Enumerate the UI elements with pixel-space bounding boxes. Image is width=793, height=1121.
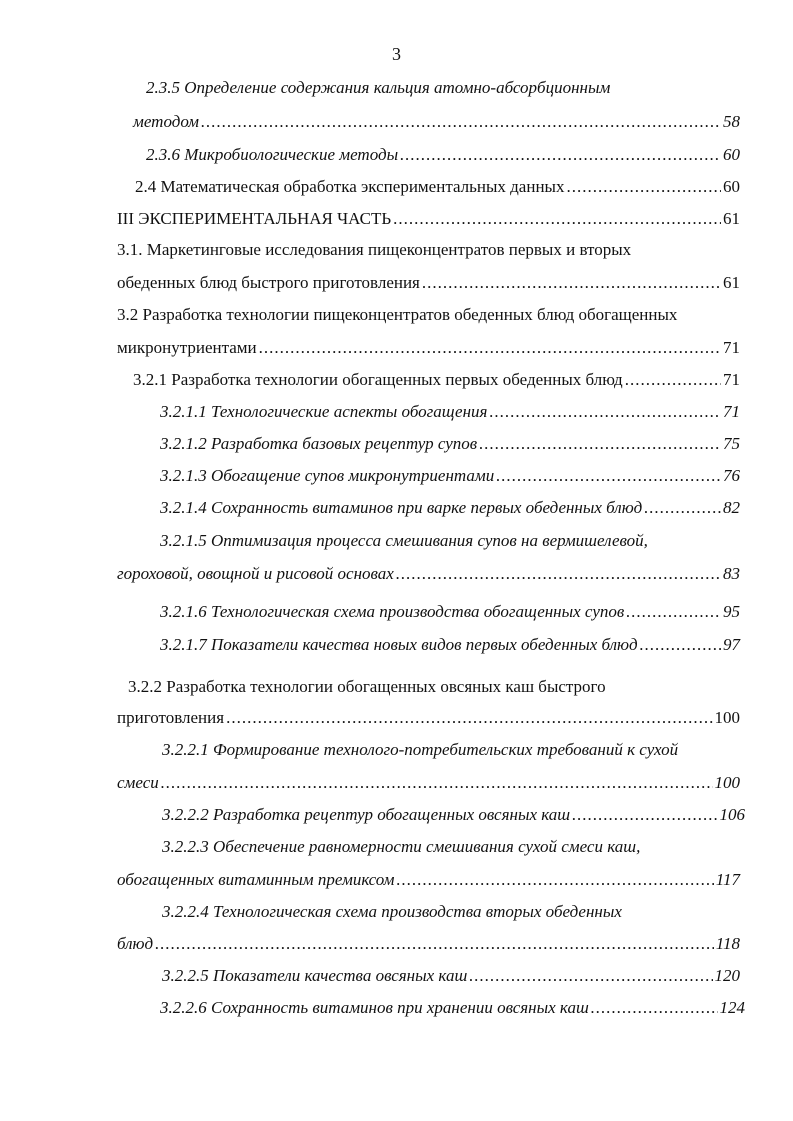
dot-leader <box>161 774 713 791</box>
toc-entry-text: гороховой, овощной и рисовой основах <box>117 564 394 583</box>
toc-entry-text: 3.2.1.3 Обогащение супов микронутриентами <box>160 466 495 485</box>
toc-entry-text: 3.2.1.7 Показатели качества новых видов первых обеденных блюд <box>160 635 638 654</box>
toc-entry-3-2-1-5[interactable] <box>117 565 740 582</box>
toc-entry-text: 3.2.1.6 Технологическая схема производства обогащенных супов <box>160 602 625 621</box>
toc-entry-3-2-2-line1: 3.2.2 Разработка технологии обогащенных овсяных каш быстрого <box>128 677 606 696</box>
toc-entry-3-2-1-4[interactable] <box>160 499 740 516</box>
toc-entry-3-2-2-2[interactable] <box>162 806 745 823</box>
toc-entry-text: обогащенных витаминным премиксом <box>117 870 395 889</box>
dot-leader <box>640 636 721 653</box>
page-number: 3 <box>392 44 401 64</box>
toc-page-number: 76 <box>723 466 740 485</box>
toc-entry-text: III ЭКСПЕРИМЕНТАЛЬНАЯ ЧАСТЬ <box>117 209 392 228</box>
toc-entry-3-2-1-7[interactable] <box>160 636 740 653</box>
toc-entry-3-1-line1: 3.1. Маркетинговые исследования пищеконцентратов первых и вторых <box>117 240 632 259</box>
toc-entry-3-2-1-2[interactable] <box>160 435 740 452</box>
dot-leader <box>626 603 721 620</box>
toc-entry-3-2-1-3[interactable] <box>160 467 740 484</box>
dot-leader <box>489 403 721 420</box>
dot-leader <box>400 146 721 163</box>
toc-page-number: 106 <box>719 805 745 824</box>
toc-entry-3-2-1[interactable] <box>133 371 740 388</box>
toc-page-number: 75 <box>723 434 740 453</box>
toc-entry-3-2-2-3-line1: 3.2.2.3 Обеспечение равномерности смешивания сухой смеси каш, <box>162 837 641 856</box>
toc-page-number: 118 <box>715 934 740 953</box>
toc-entry-3-1[interactable] <box>117 274 740 291</box>
toc-entry-3-2[interactable] <box>117 339 740 356</box>
dot-leader <box>393 210 721 227</box>
dot-leader <box>625 371 721 388</box>
toc-page-number: 71 <box>723 402 740 421</box>
dot-leader <box>155 935 714 952</box>
toc-entry-text: 3.2.2.5 Показатели качества овсяных каш <box>162 966 468 985</box>
dot-leader <box>479 435 721 452</box>
toc-page-number: 60 <box>723 145 740 164</box>
dot-leader <box>496 467 721 484</box>
toc-entry-3-2-2-4-line1: 3.2.2.4 Технологическая схема производства вторых обеденных <box>162 902 622 921</box>
toc-entry-text: приготовления <box>117 708 225 727</box>
toc-entry-text: 3.2.2.2 Разработка рецептур обогащенных овсяных каш <box>162 805 571 824</box>
toc-entry-3-2-2[interactable] <box>117 709 740 726</box>
toc-entry-3-2-2-6[interactable] <box>160 999 745 1016</box>
toc-entry-3-2-line1: 3.2 Разработка технологии пищеконцентратов обеденных блюд обогащенных <box>117 305 678 324</box>
toc-page-number: 83 <box>723 564 740 583</box>
toc-entry-2-3-6[interactable] <box>146 146 740 163</box>
toc-page-number: 100 <box>714 773 740 792</box>
toc-entry-3-2-1-1[interactable] <box>160 403 740 420</box>
toc-entry-text: 2.3.6 Микробиологические методы <box>146 145 399 164</box>
toc-entry-text: обеденных блюд быстрого приготовления <box>117 273 420 292</box>
toc-page-number: 71 <box>723 338 740 357</box>
dot-leader <box>572 806 717 823</box>
toc-entry-3-2-2-4[interactable] <box>117 935 740 952</box>
dot-leader <box>226 709 712 726</box>
toc-page-number: 117 <box>715 870 740 889</box>
toc-entry-3-2-2-5[interactable] <box>162 967 740 984</box>
toc-page-number: 120 <box>714 966 740 985</box>
dot-leader <box>422 274 721 291</box>
toc-entry-text: микронутриентами <box>117 338 257 357</box>
toc-page-number: 61 <box>723 209 740 228</box>
toc-page-number: 61 <box>723 273 740 292</box>
toc-entry-text: 3.2.1 Разработка технологии обогащенных первых обеденных блюд <box>133 370 623 389</box>
toc-entry-part-3[interactable] <box>117 210 740 227</box>
toc-entry-3-2-2-1-line1: 3.2.2.1 Формирование технолого-потребительских требований к сухой <box>162 740 679 759</box>
toc-entry-2-3-5-line1: 2.3.5 Определение содержания кальция атомно-абсорбционным <box>146 78 611 97</box>
dot-leader <box>644 499 721 516</box>
toc-entry-3-2-2-3[interactable] <box>117 871 740 888</box>
toc-entry-text: 2.4 Математическая обработка экспериментальных данных <box>135 177 565 196</box>
toc-entry-3-2-1-6[interactable] <box>160 603 740 620</box>
toc-page-number: 100 <box>714 708 740 727</box>
toc-page-number: 124 <box>719 998 745 1017</box>
toc-entry-3-2-2-1[interactable] <box>117 774 740 791</box>
dot-leader <box>469 967 712 984</box>
toc-page-number: 95 <box>723 602 740 621</box>
toc-entry-text: блюд <box>117 934 154 953</box>
dot-leader <box>591 999 718 1016</box>
toc-entry-text: методом <box>133 112 200 131</box>
toc-page-number: 71 <box>723 370 740 389</box>
toc-page-number: 82 <box>723 498 740 517</box>
toc-entry-text: 3.2.1.1 Технологические аспекты обогащения <box>160 402 488 421</box>
toc-entry-2-3-5[interactable] <box>133 113 740 130</box>
toc-entry-text: 3.2.2.6 Сохранность витаминов при хранении овсяных каш <box>160 998 589 1017</box>
dot-leader <box>396 565 721 582</box>
dot-leader <box>397 871 714 888</box>
toc-page-number: 60 <box>723 177 740 196</box>
toc-entry-text: 3.2.1.4 Сохранность витаминов при варке первых обеденных блюд <box>160 498 643 517</box>
dot-leader <box>566 178 721 195</box>
toc-entry-2-4[interactable] <box>135 178 740 195</box>
toc-entry-text: смеси <box>117 773 159 792</box>
toc-entry-3-2-1-5-line1: 3.2.1.5 Оптимизация процесса смешивания супов на вермишелевой, <box>160 531 648 550</box>
dot-leader <box>259 339 721 356</box>
toc-entry-text: 3.2.1.2 Разработка базовых рецептур супов <box>160 434 478 453</box>
dot-leader <box>201 113 721 130</box>
toc-page-number: 97 <box>723 635 740 654</box>
toc-page-number: 58 <box>723 112 740 131</box>
